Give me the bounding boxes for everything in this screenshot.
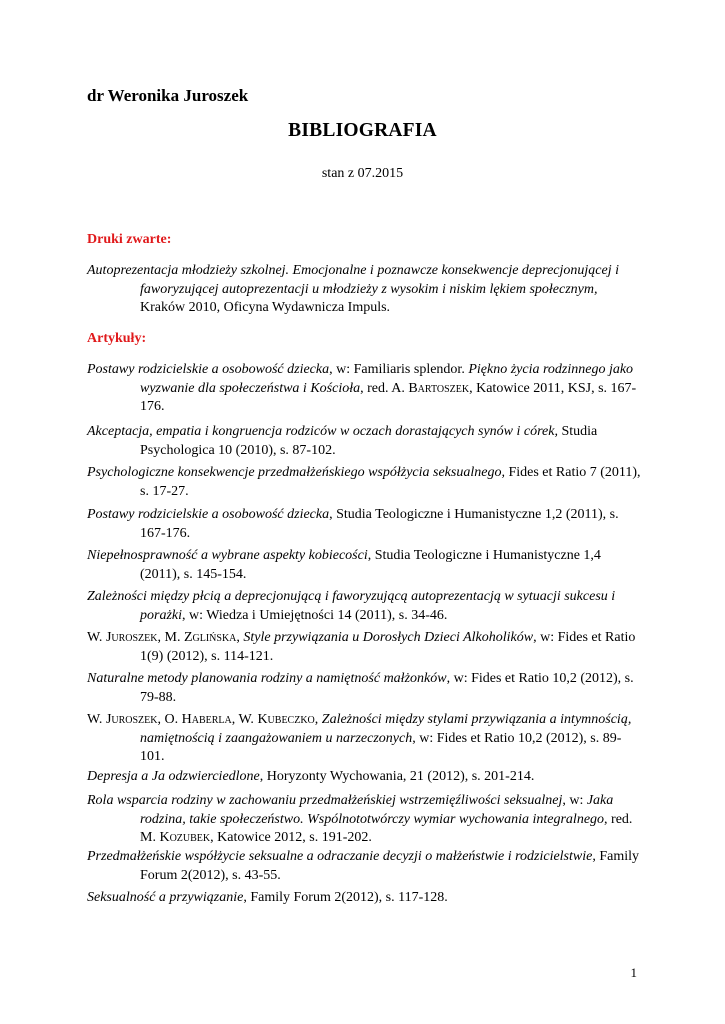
article-title: Akceptacja, empatia i kongruencja rodziców w oczach dorastających synów i córek, xyxy=(87,424,558,439)
article-entry: W. Juroszek, M. Zglińska, Style przywiązania u Dorosłych Dzieci Alkoholików, w: Fides et Ratio 1(9) (2012), s. 114-121. xyxy=(87,630,636,664)
article-entry: Rola wsparcia rodziny w zachowaniu przedmałżeńskiej wstrzemięźliwości seksualnej, w: Jaka rodzina, takie społeczeństwo. Wspólnototwórczy wymiar wychowania integralnego, red. M. Kozubek, Katowice 2012, s. 191-202. xyxy=(87,793,633,845)
article-entry: Zależności między płcią a deprecjonującą i faworyzującą autoprezentacją w sytuacji sukcesu i porażki, w: Wiedza i Umiejętności 14 (2011), s. 34-46. xyxy=(87,589,616,623)
article-entry: Przedmałżeńskie współżycie seksualne a odraczanie decyzji o małżeństwie i rodzicielstwie, Family Forum 2(2012), s. 43-55. xyxy=(87,849,640,883)
page-number: 1 xyxy=(630,965,637,980)
document-title: BIBLIOGRAFIA xyxy=(288,120,437,141)
editor-name: Kozubek xyxy=(159,830,211,845)
author-name: dr Weronika Juroszek xyxy=(87,86,249,105)
author-name: Zglińska xyxy=(183,630,237,645)
article-title: Style przywiązania u Dorosłych Dzieci Alkoholików xyxy=(243,630,534,645)
section-heading-books: Druki zwarte: xyxy=(87,232,172,247)
author-name: Juroszek xyxy=(105,712,158,727)
article-title: Postawy rodzicielskie a osobowość dziecka xyxy=(87,362,330,377)
author-name: Haberla xyxy=(181,712,232,727)
article-entry: Akceptacja, empatia i kongruencja rodziców w oczach dorastających synów i córek, Studia Psychologica 10 (2010), s. 87-102. xyxy=(87,424,598,458)
article-title: Postawy rodzicielskie a osobowość dziecka xyxy=(87,507,330,522)
article-entry: Niepełnosprawność a wybrane aspekty kobiecości, Studia Teologiczne i Humanistyczne 1,4 (2011), s. 145-154. xyxy=(87,548,601,582)
section-heading-articles: Artykuły: xyxy=(87,331,147,346)
article-entry: Seksualność a przywiązanie, Family Forum 2(2012), s. 117-128. xyxy=(87,890,448,905)
article-title: Zależności między stylami przywiązania a intymnością, namiętnością i zaangażowaniem u narzeczonych xyxy=(140,712,632,746)
article-title: Seksualność a przywiązanie xyxy=(87,890,244,905)
article-entry: W. Juroszek, O. Haberla, W. Kubeczko, Zależności między stylami przywiązania a intymnością, namiętnością i zaangażowaniem u narzeczonych, w: Fides et Ratio 10,2 (2012), s. 89-101. xyxy=(87,712,632,764)
article-entry: Psychologiczne konsekwencje przedmałżeńskiego współżycia seksualnego, Fides et Ratio 7 (2011), s. 17-27. xyxy=(87,465,641,499)
article-entry: Depresja a Ja odzwierciedlone, Horyzonty Wychowania, 21 (2012), s. 201-214. xyxy=(87,769,535,784)
article-title: Depresja a Ja odzwierciedlone xyxy=(87,769,260,784)
book-title: Jaka rodzina, takie społeczeństwo. Wspólnototwórczy wymiar wychowania integralnego xyxy=(140,793,614,827)
article-title: Zależności między płcią a deprecjonującą i faworyzującą autoprezentacją w sytuacji sukcesu i porażki xyxy=(87,589,616,623)
book-title: Piękno życia rodzinnego jako wyzwanie dla społeczeństwa i Kościoła xyxy=(140,362,634,396)
author-name: Juroszek xyxy=(105,630,158,645)
article-entry: Postawy rodzicielskie a osobowość dziecka, w: Familiaris splendor. Piękno życia rodzinnego jako wyzwanie dla społeczeństwa i Kościoła, red. A. Bartoszek, Katowice 2011, KSJ, s. 167-176. xyxy=(87,362,637,414)
book-details: Kraków 2010, Oficyna Wydawnicza Impuls. xyxy=(140,300,391,315)
article-title: Niepełnosprawność a wybrane aspekty kobiecości xyxy=(87,548,368,563)
book-title: Autoprezentacja młodzieży szkolnej. Emocjonalne i poznawcze konsekwencje deprecjonującej i faworyzującej autoprezentacji u młodzieży z wysokim i niskim lękiem społecznym, xyxy=(87,263,619,297)
status-date: stan z 07.2015 xyxy=(321,166,404,181)
article-title: Przedmałżeńskie współżycie seksualne a odraczanie decyzji o małżeństwie i rodzicielstwie xyxy=(87,849,593,864)
author-name: Kubeczko xyxy=(257,712,315,727)
article-title: Rola wsparcia rodziny w zachowaniu przedmałżeńskiej wstrzemięźliwości seksualnej xyxy=(87,793,563,808)
editor-name: Bartoszek xyxy=(408,380,470,396)
book-entry xyxy=(87,262,643,318)
article-entry: Naturalne metody planowania rodziny a namiętność małżonków, w: Fides et Ratio 10,2 (2012), s. 79-88. xyxy=(87,671,634,705)
article-title: Psychologiczne konsekwencje przedmałżeńskiego współżycia seksualnego, xyxy=(87,465,505,480)
article-entry: Postawy rodzicielskie a osobowość dziecka, Studia Teologiczne i Humanistyczne 1,2 (2011), s. 167-176. xyxy=(87,507,619,541)
article-title: Naturalne metody planowania rodziny a namiętność małżonków xyxy=(87,671,447,686)
